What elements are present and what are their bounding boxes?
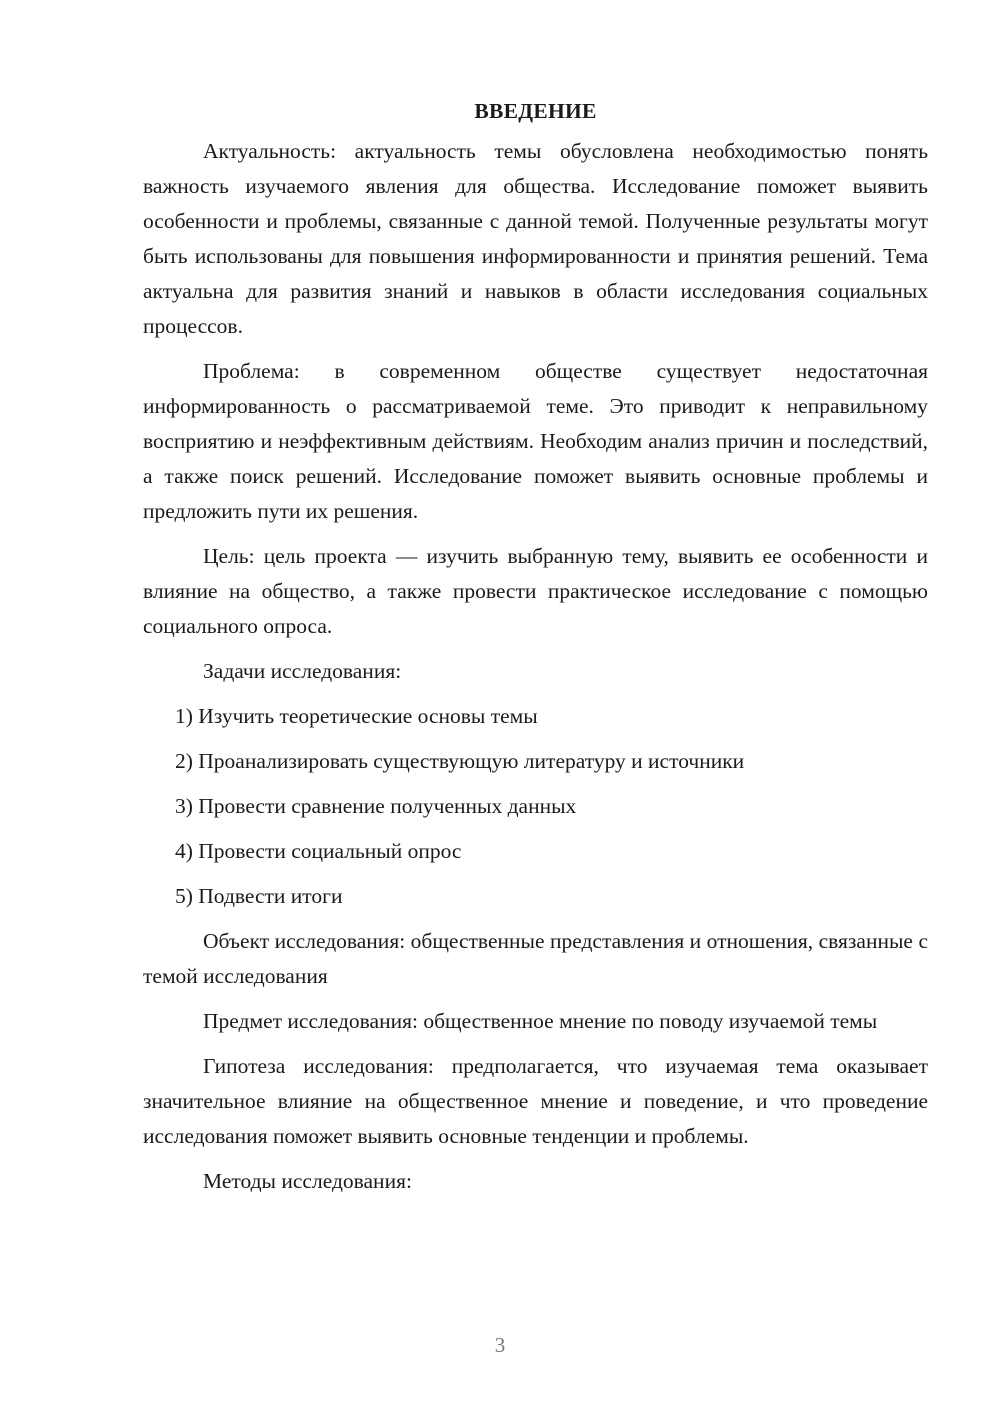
task-item: 4) Провести социальный опрос [175,839,462,863]
methods-label: Методы исследования: [203,1169,412,1193]
page-content [143,96,928,1209]
relevance-paragraph: Актуальность: актуальность темы обусловлена необходимостью понять важность изучаемого явления для общества. Исследование поможет выявить особенности и проблемы, связанные с данной темой. Полученные результаты могут быть использованы для повышения информированности и принятия решений. Тема актуальна для развития знаний и навыков в области исследования социальных процессов. [143,139,928,338]
goal-paragraph: Цель: цель проекта — изучить выбранную тему, выявить ее особенности и влияние на общество, а также провести практическое исследование с помощью социального опроса. [143,544,928,638]
object-paragraph: Объект исследования: общественные представления и отношения, связанные с темой исследования [143,929,928,988]
page-number: 3 [494,1333,506,1357]
page-title: ВВЕДЕНИЕ [474,99,597,123]
subject-paragraph: Предмет исследования: общественное мнение по поводу изучаемой темы [203,1009,878,1033]
problem-paragraph: Проблема: в современном обществе существует недостаточная информированность о рассматриваемой теме. Это приводит к неправильному восприятию и неэффективным действиям. Необходим анализ причин и последствий, а также поиск решений. Исследование поможет выявить основные проблемы и предложить пути их решения. [143,359,928,523]
task-item: 1) Изучить теоретические основы темы [175,704,538,728]
task-item: 2) Проанализировать существующую литературу и источники [175,749,745,773]
task-item: 3) Провести сравнение полученных данных [175,794,577,818]
tasks-list [143,699,928,914]
hypothesis-paragraph: Гипотеза исследования: предполагается, что изучаемая тема оказывает значительное влияние на общественное мнение и поведение, и что проведение исследования поможет выявить основные тенденции и проблемы. [143,1054,928,1148]
task-item: 5) Подвести итоги [175,884,343,908]
tasks-label: Задачи исследования: [203,659,402,683]
